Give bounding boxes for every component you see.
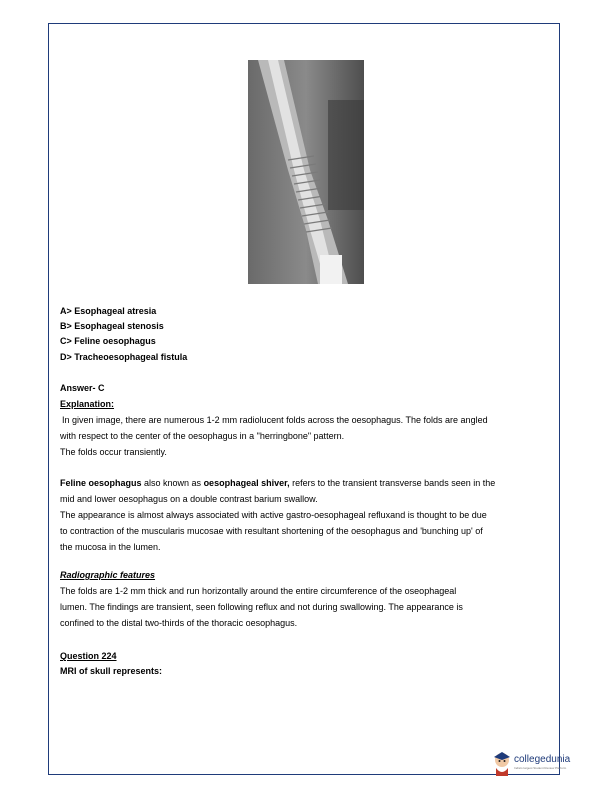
feline-line: to contraction of the muscularis mucosae with resultant shortening of the oesophagus and 'bunching up' of	[60, 526, 483, 536]
explanation-line: In given image, there are numerous 1-2 mm radiolucent folds across the oesophagus. The folds are angled	[62, 415, 488, 425]
radiographic-heading: Radiographic features	[60, 570, 156, 580]
option-b: B> Esophageal stenosis	[60, 321, 164, 331]
option-a: A> Esophageal atresia	[60, 306, 157, 316]
option-c: C> Feline oesophagus	[60, 336, 156, 346]
logo-tagline: India's largest Student Review Platform	[514, 766, 567, 770]
feline-line: the mucosa in the lumen.	[60, 542, 161, 552]
collegedunia-logo	[492, 746, 582, 778]
radiographic-line: lumen. The findings are transient, seen following reflux and not during swallowing. The appearance is	[60, 602, 463, 612]
shiver-term: oesophageal shiver,	[203, 478, 290, 488]
feline-line: mid and lower oesophagus on a double contrast barium swallow.	[60, 494, 318, 504]
feline-line: The appearance is almost always associated with active gastro-oesophageal refluxand is thought to be due	[60, 510, 487, 520]
feline-text: refers to the transient transverse bands seen in the	[289, 478, 496, 488]
question-heading: Question 224	[60, 651, 117, 661]
radiographic-paragraph	[60, 583, 552, 631]
feline-first-line	[60, 475, 552, 491]
question-text: MRI of skull represents:	[60, 666, 163, 676]
radiographic-line: confined to the distal two-thirds of the thoracic oesophagus.	[60, 618, 298, 628]
feline-term: Feline oesophagus	[60, 478, 142, 488]
feline-paragraph	[60, 475, 552, 555]
logo-wordmark: collegedunia	[514, 754, 571, 765]
explanation-heading: Explanation:	[60, 399, 115, 409]
barium-swallow-xray-image	[248, 60, 364, 284]
feline-text: also known as	[141, 478, 204, 488]
explanation-line: The folds occur transiently.	[60, 447, 167, 457]
radiographic-line: The folds are 1-2 mm thick and run horizontally around the entire circumference of the oseophageal	[60, 586, 457, 596]
answer-label: Answer- C	[60, 383, 105, 393]
explanation-line: with respect to the center of the oesophagus in a "herringbone" pattern.	[60, 431, 345, 441]
mascot-icon	[492, 750, 512, 776]
option-d: D> Tracheoesophageal fistula	[60, 352, 188, 362]
explanation-paragraph	[60, 412, 552, 460]
